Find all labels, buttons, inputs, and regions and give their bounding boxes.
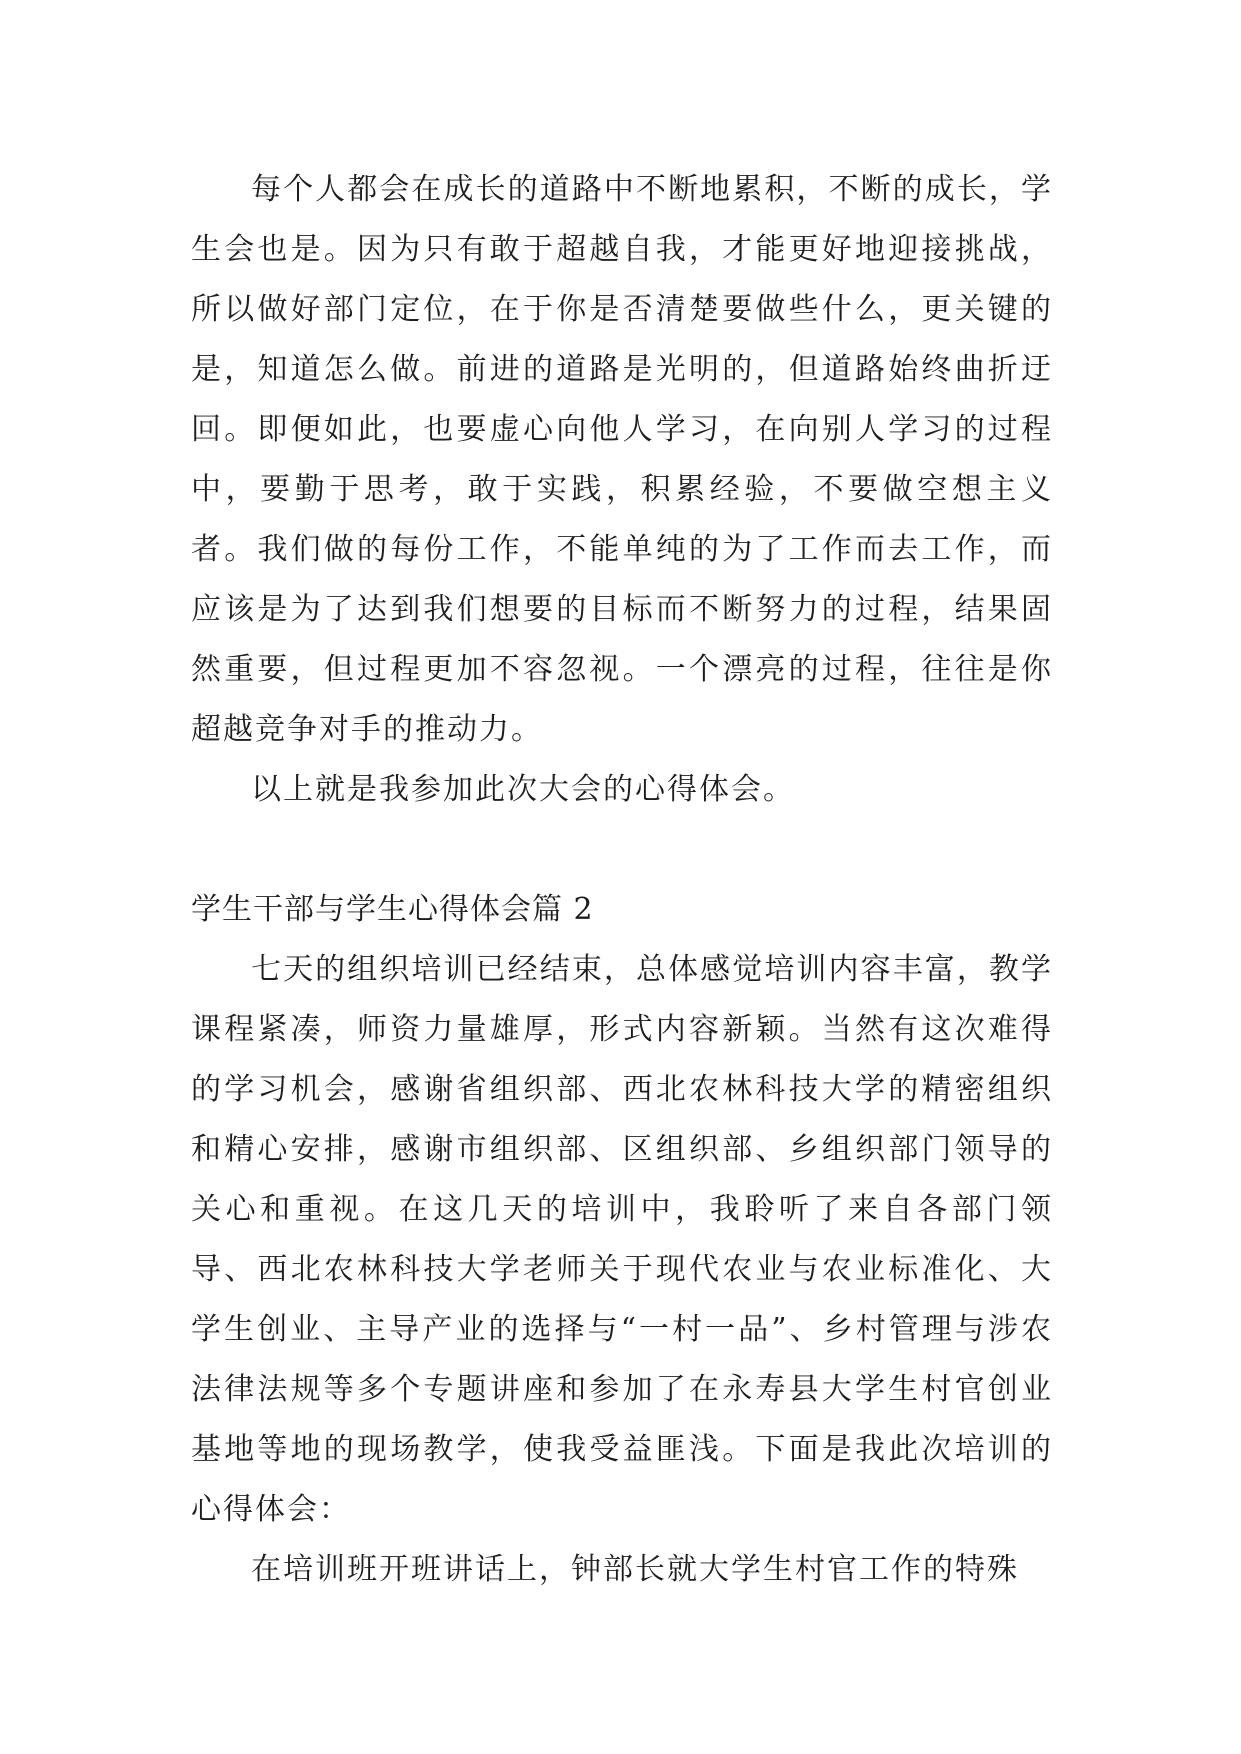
paragraph-opening-speech: 在培训班开班讲话上，钟部长就大学生村官工作的特殊: [251, 1552, 1019, 1587]
paragraph-growth: 每个人都会在成长的道路中不断地累积，不断的成长，学生会也是。因为只有敢于超越自我，才能更好地迎接挑战，所以做好部门定位，在于你是否清楚要做些什么，更关键的是，知道怎么做。前进的道路是光明的，但道路始终曲折迂回。即便如此，也要虚心向他人学习，在向别人学习的过程中，要勤于思考，敢于实践，积累经验，不要做空想主义者。我们做的每份工作，不能单纯的为了工作而去工作，而应该是为了达到我们想要的目标而不断努力的过程，结果固然重要，但过程更加不容忽视。一个漂亮的过程，往往是你超越竞争对手的推动力。: [191, 172, 1053, 747]
section-title: 学生干部与学生心得体会篇 2: [191, 892, 594, 927]
paragraph-training: 七天的组织培训已经结束，总体感觉培训内容丰富，教学课程紧凑，师资力量雄厚，形式内容新颖。当然有这次难得的学习机会，感谢省组织部、西北农林科技大学的精密组织和精心安排，感谢市组织部、区组织部、乡组织部门领导的关心和重视。在这几天的培训中，我聆听了来自各部门领导、西北农林科技大学老师关于现代农业与农业标准化、大学生创业、主导产业的选择与“一村一品”、乡村管理与涉农法律法规等多个专题讲座和参加了在永寿县大学生村官创业基地等地的现场教学，使我受益匪浅。下面是我此次培训的心得体会：: [191, 952, 1053, 1527]
document-body: [191, 160, 1053, 1600]
paragraph-conclusion: 以上就是我参加此次大会的心得体会。: [251, 772, 795, 807]
